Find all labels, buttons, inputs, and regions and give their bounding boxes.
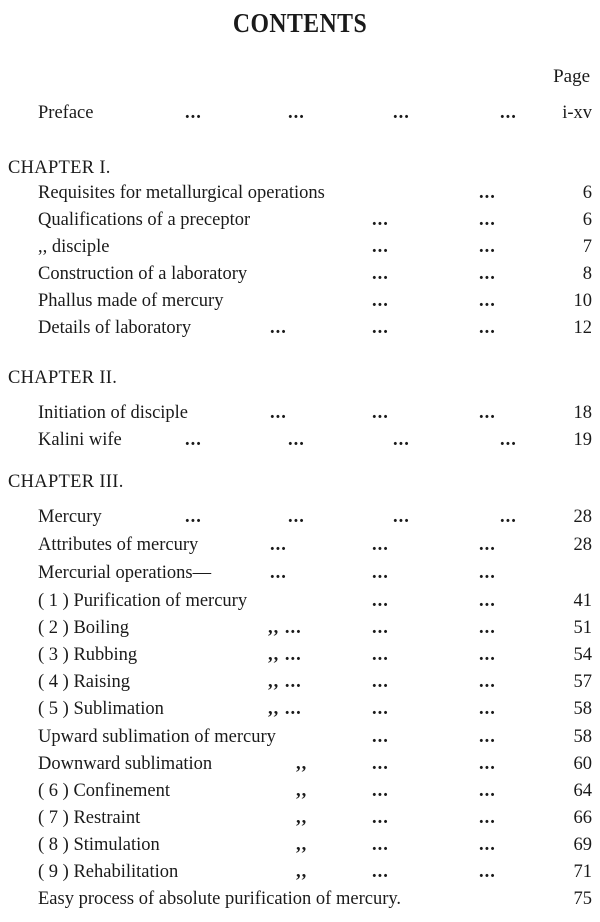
entry-page-number: 18	[573, 403, 592, 423]
list-item	[0, 887, 600, 911]
dot-leader: ...	[372, 210, 389, 230]
dot-leader: ...	[500, 430, 517, 450]
chapter-heading: CHAPTER III.	[8, 472, 124, 492]
list-item	[0, 643, 600, 667]
chapter-heading: CHAPTER I.	[8, 158, 111, 178]
dot-leader: ...	[372, 808, 389, 828]
list-item	[0, 779, 600, 803]
entry-title: Qualifications of a preceptor	[38, 210, 251, 230]
dot-leader: ...	[479, 318, 496, 338]
page-column-heading: Page	[553, 66, 590, 87]
entry-title: Upward sublimation of mercury	[38, 727, 276, 747]
list-item	[0, 505, 600, 529]
entry-title: ( 7 ) Restraint	[38, 808, 141, 828]
entry-title: Initiation of disciple	[38, 403, 189, 423]
dot-leader: ...	[372, 291, 389, 311]
dot-leader: ...	[372, 835, 389, 855]
entry-title: ( 8 ) Stimulation	[38, 835, 160, 855]
dot-leader: ...	[479, 183, 496, 203]
dot-leader: ...	[479, 781, 496, 801]
dot-leader: ...	[270, 563, 287, 583]
dot-leader: ...	[288, 507, 305, 527]
entry-title: Preface	[38, 103, 94, 123]
entry-page-number: 19	[573, 430, 592, 450]
list-item	[0, 670, 600, 694]
dot-leader: ...	[500, 507, 517, 527]
entry-title: Construction of a laboratory	[38, 264, 248, 284]
dot-leader: ...	[479, 291, 496, 311]
list-item	[0, 616, 600, 640]
dot-leader: ...	[372, 591, 389, 611]
dot-leader: ...	[372, 563, 389, 583]
entry-title: ( 9 ) Rehabilitation	[38, 862, 179, 882]
dot-leader: ...	[372, 645, 389, 665]
dot-leader: ,,	[296, 754, 308, 774]
entry-page-number: 54	[573, 645, 592, 665]
list-item	[0, 208, 600, 232]
dot-leader: ...	[270, 318, 287, 338]
entry-page-number: 6	[582, 183, 592, 203]
dot-leader: ...	[479, 563, 496, 583]
entry-title: Requisites for metallurgical operations	[38, 183, 325, 203]
entry-page-number: i-xv	[562, 103, 592, 123]
entry-page-number: 75	[573, 889, 592, 909]
entry-title: Downward sublimation	[38, 754, 213, 774]
entry-page-number: 10	[573, 291, 592, 311]
entry-page-number: 41	[573, 591, 592, 611]
entry-title: ( 2 ) Boiling	[38, 618, 129, 638]
entry-page-number: 8	[582, 264, 592, 284]
dot-leader: ...	[372, 264, 389, 284]
dot-leader: ...	[270, 535, 287, 555]
page-title: CONTENTS	[232, 8, 368, 38]
entry-page-number: 51	[573, 618, 592, 638]
dot-leader: ...	[185, 507, 202, 527]
dot-leader: ...	[479, 754, 496, 774]
entry-title: ( 4 ) Raising	[38, 672, 130, 692]
entry-title: ( 6 ) Confinement	[38, 781, 171, 801]
dot-leader: ...	[479, 264, 496, 284]
entry-page-number: 7	[582, 237, 592, 257]
dot-leader: ...	[372, 781, 389, 801]
list-item	[0, 561, 600, 585]
list-item	[0, 235, 600, 259]
entry-title: Details of laboratory	[38, 318, 192, 338]
dot-leader: ...	[372, 862, 389, 882]
entry-page-number: 12	[573, 318, 592, 338]
dot-leader: ...	[393, 430, 410, 450]
dot-leader: ...	[479, 645, 496, 665]
dot-leader: ...	[185, 430, 202, 450]
dot-leader: ...	[479, 835, 496, 855]
dot-leader: ...	[372, 237, 389, 257]
list-item	[0, 181, 600, 205]
list-item	[0, 101, 600, 125]
dot-leader: ...	[479, 727, 496, 747]
dot-leader: ...	[479, 591, 496, 611]
dot-leader: ,, ...	[268, 699, 302, 719]
entry-page-number: 66	[573, 808, 592, 828]
dot-leader: ...	[372, 727, 389, 747]
dot-leader: ,,	[296, 835, 308, 855]
list-item	[0, 262, 600, 286]
entry-title: Kalini wife	[38, 430, 122, 450]
entry-title: ( 1 ) Purification of mercury	[38, 591, 248, 611]
dot-leader: ...	[372, 318, 389, 338]
dot-leader: ,, ...	[268, 645, 302, 665]
dot-leader: ...	[270, 403, 287, 423]
dot-leader: ...	[479, 535, 496, 555]
entry-page-number: 58	[573, 727, 592, 747]
list-item	[0, 752, 600, 776]
list-item	[0, 428, 600, 452]
list-item	[0, 725, 600, 749]
list-item	[0, 289, 600, 313]
entry-page-number: 64	[573, 781, 592, 801]
dot-leader: ...	[479, 672, 496, 692]
dot-leader: ...	[372, 672, 389, 692]
entry-title: Attributes of mercury	[38, 535, 199, 555]
dot-leader: ...	[372, 754, 389, 774]
dot-leader: ,,	[296, 808, 308, 828]
list-item	[0, 806, 600, 830]
entry-page-number: 57	[573, 672, 592, 692]
entry-page-number: 69	[573, 835, 592, 855]
dot-leader: ...	[372, 403, 389, 423]
chapter-heading: CHAPTER II.	[8, 368, 118, 388]
entry-page-number: 71	[573, 862, 592, 882]
entry-title: Mercury	[38, 507, 102, 527]
dot-leader: ...	[479, 862, 496, 882]
list-item	[0, 697, 600, 721]
list-item	[0, 860, 600, 884]
dot-leader: ...	[185, 103, 202, 123]
dot-leader: ,, ...	[268, 618, 302, 638]
dot-leader: ,,	[296, 862, 308, 882]
dot-leader: ...	[393, 507, 410, 527]
entry-title: Easy process of absolute purification of mercury.	[38, 889, 402, 909]
entry-page-number: 28	[573, 507, 592, 527]
list-item	[0, 316, 600, 340]
dot-leader: ...	[372, 699, 389, 719]
dot-leader: ...	[372, 535, 389, 555]
entry-title: ( 3 ) Rubbing	[38, 645, 138, 665]
dot-leader: ...	[288, 103, 305, 123]
list-item	[0, 833, 600, 857]
entry-page-number: 6	[582, 210, 592, 230]
entry-page-number: 58	[573, 699, 592, 719]
dot-leader: ...	[372, 618, 389, 638]
dot-leader: ...	[479, 403, 496, 423]
dot-leader: ...	[479, 699, 496, 719]
entry-title: Mercurial operations—	[38, 563, 212, 583]
list-item	[0, 589, 600, 613]
dot-leader: ...	[479, 618, 496, 638]
entry-title: Phallus made of mercury	[38, 291, 224, 311]
dot-leader: ...	[479, 808, 496, 828]
dot-leader: ,, ...	[268, 672, 302, 692]
dot-leader: ...	[479, 210, 496, 230]
dot-leader: ...	[288, 430, 305, 450]
list-item	[0, 533, 600, 557]
entry-title: ( 5 ) Sublimation	[38, 699, 164, 719]
dot-leader: ...	[393, 103, 410, 123]
entry-title: ,, disciple	[38, 237, 110, 257]
dot-leader: ...	[500, 103, 517, 123]
list-item	[0, 401, 600, 425]
dot-leader: ...	[479, 237, 496, 257]
dot-leader: ,,	[296, 781, 308, 801]
entry-page-number: 28	[573, 535, 592, 555]
entry-page-number: 60	[573, 754, 592, 774]
